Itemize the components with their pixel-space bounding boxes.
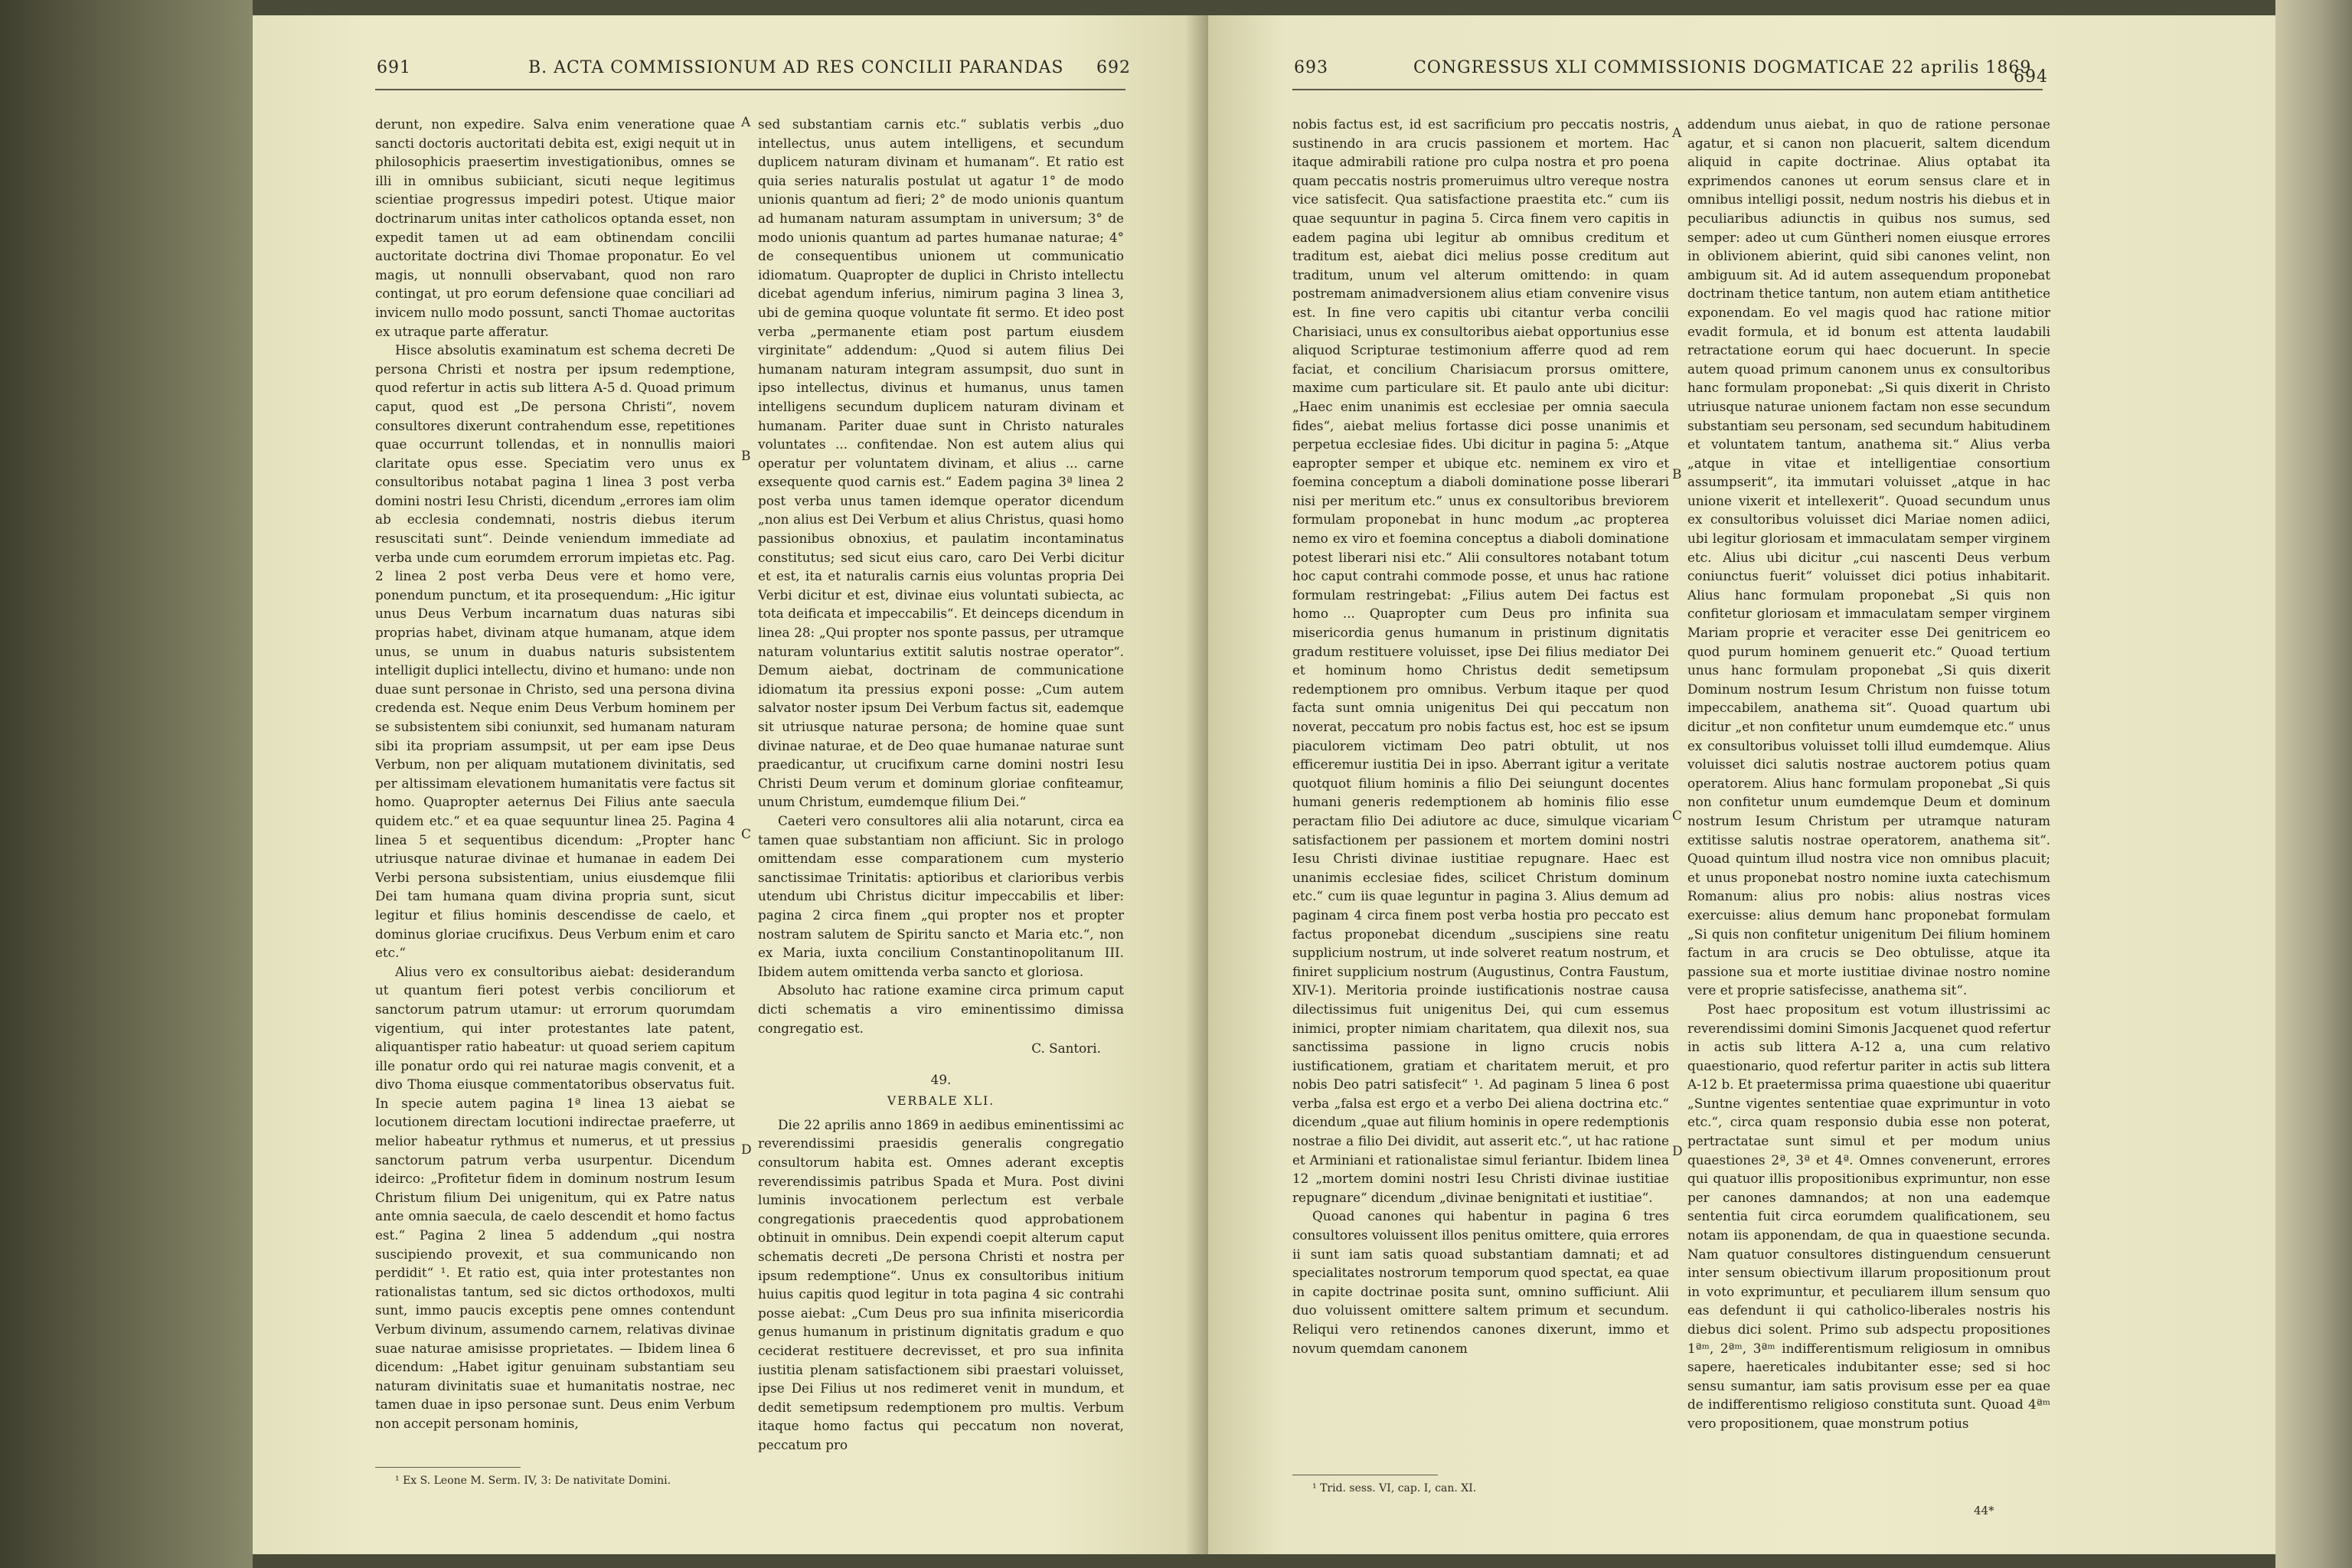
right-column-1 [1292, 115, 1669, 1493]
paragraph: addendum unus aiebat, in quo de ratione personae agatur, et si canon non placuerit, saltem dicendum aliquid in capite doctrinae. Alius optabat ita exprimendos canones ut eorum sensus clare et in omnibus intelligi possit, nedum nostris his diebus et in peculiaribus adiunctis in quibus nos sumus, sed semper: adeo ut cum Güntheri nomen eiusque errores in oblivionem abierint, quid sibi canones velint, non ambiguum sit. Ad id autem assequendum proponebat doctrinam thetice tantum, non autem etiam antithetice exponendam. Eo vel magis quod hac ratione mitior evadit formula, et id bonum est attenta laudabili retractatione eorum qui haec docuerunt. In specie autem quoad primum canonem unus ex consultoribus hanc formulam proponebat: „Si quis dixerit in Christo utriusque naturae unionem factam non esse secundum substantiam seu personam, sed secundum habitudinem et voluntatem tantum, anathema sit.“ Alius verba „atque in vitae et intelligentiae consortium assumpserit“, ita immutari voluisset „atque in hac unione vixerit et intellexerit“. Quoad secundum unus ex consultoribus voluisset dici Mariae nomen adiici, ubi legitur gloriosam et immaculatam semper virginem etc. Alius ubi dicitur „cui nascenti Deus verbum coniunctus fuerit“ voluisset dici potius inhabitarit. Alius hanc formulam proponebat „Si quis non confitetur gloriosam et immaculatam semper virginem Mariam proprie et veraciter esse Dei genitricem eo quod purum hominem genuerit etc.“ Quoad tertium unus hanc formulam proponebat „Si quis dixerit Dominum nostrum Iesum Christum non fuisse totum impeccabilem, anathema sit“. Quoad quartum ubi dicitur „et non confitetur unum eumdemque etc.“ unus ex consultoribus voluisset tolli illud eumdemque. Alius voluisset dici salutis nostrae auctorem potius quam operatorem. Alius hanc formulam proponebat „Si quis non confitetur unum eumdemque Deum et dominum nostrum Iesum Christum per utramque naturam extitisse salutis nostrae operatorem, anathema sit“. Quoad quintum illud nostra vice non omnibus placuit; et unus proponebat nostro nomine iuxta catechismum Romanum: alius pro nobis: alius nostras vices exercuisse: alius demum hanc proponebat formulam „Si quis non confitetur unigenitum Dei filium hominem factum in ara crucis se Deo obtulisse, atque ita passione sua et morte iustitiae divinae nostro nomine vere et proprie satisfecisse, anathema sit“. [1687, 116, 2050, 998]
section-title: VERBALE XLI. [887, 1094, 995, 1109]
paragraph: nobis factus est, id est sacrificium pro peccatis nostris, sustinendo in ara crucis passionem et mortem. Hac itaque admirabili ratione pro culpa nostra et pro poena quam peccatis nostris promeruimus ultro vereque nostra vice satisfecit. Qua satisfactione praestita etc.“ cum iis quae sequuntur in pagina 5. Circa finem vero capitis in eadem pagina ubi legitur ab omnibus creditum et traditum est, aiebat dici melius posse creditum aut traditum, unum vel alterum omittendo: in quam postremam animadversionem alius etiam convenire visus est. In fine vero capitis ubi citantur verba concilii Charisiaci, unus ex consultoribus aiebat opportunius esse aliquod Scripturae testimonium afferre quod ad rem faciat, et concilium Charisiacum prorsus omittere, maxime cum particulare sit. Et paulo ante ubi dicitur: „Haec enim unanimis est ecclesiae per omnia saecula fides“, aiebat melius fortasse dici posse unanimis et perpetua ecclesiae fides. Ubi dicitur in pagina 5: „Atque eapropter semper et ubique etc. neminem ex viro et foemina conceptum a diaboli dominatione posse liberari nisi per meritum etc.“ unus ex consultoribus breviorem formulam proponebat in hunc modum „ac propterea nemo ex viro et foemina conceptus a diaboli dominatione potest liberari nisi etc.“ Alii consultores notabant totum hoc caput contrahi commode posse, et unus hac ratione formulam restringebat: „Filius autem Dei factus est homo ... Quapropter cum Deus pro infinita sua misericordia genus humanum in pristinum dignitatis gradum restituere voluisset, ipse Dei filius mediator Dei et hominum homo Christus dedit semetipsum redemptionem pro omnibus. Verbum itaque per quod facta sunt omnia unigenitus Dei qui peccatum non noverat, peccatum pro nobis factus est, hoc est se ipsum piaculorem victimam Deo patri obtulit, ut nos efficeremur iustitia Dei in ipso. Aberrant igitur a veritate quotquot filium hominis a filio Dei seiungunt docentes humani generis redemptionem ab hominis filio esse peractam filio Dei adiutore ac duce, simulque vicariam satisfactionem per passionem et mortem domini nostri Iesu Christi divinae iustitiae repugnare. Haec est unanimis ecclesiae fides, scilicet Christum dominum etc.“ cum iis quae leguntur in pagina 3. Alius demum ad paginam 4 circa finem post verba hostia pro peccato est factus proponebat dicendum „suscipiens sine reatu supplicium nostrum, ut inde solveret reatum nostrum, et finiret supplicium nostrum (Augustinus, Contra Faustum, XIV-1). Meritoria proinde iustificationis nostrae causa dilectissimus fuit unigenitus Dei, qui cum essemus inimici, propter nimiam charitatem, qua dilexit nos, sua sanctissima passione in ligno crucis nobis iustificationem, gratiam et charitatem meruit, et pro nobis Deo patri satisfecit“ ¹. Ad paginam 5 linea 6 post verba „falsa est ergo et a verbo Dei aliena doctrina etc.“ dicendum „quae aut filium hominis in opere redemptionis nostrae a filio Dei dividit, aut asserit etc.“, ut hac ratione et Arminiani et rationalistae simul feriantur. Ibidem linea 12 „mortem domini nostri Iesu Christi divinae iustitiae repugnare“ dicendum „divinae benignitati et iustitiae“. [1292, 116, 1669, 1205]
running-title-left: B. ACTA COMMISSIONUM AD RES CONCILII PARANDAS [528, 58, 1064, 77]
margin-marker-c: C [741, 827, 752, 842]
paragraph: Post haec propositum est votum illustrissimi ac reverendissimi domini Simonis Jacquenet quod refertur in actis sub littera A-12 a, una cum relativo quaestionario, quod refertur pariter in actis sub littera A-12 b. Et praetermissa prima quaestione ubi quaeritur „Suntne vigentes sententiae quae exprimuntur in voto etc.“, circa quam responsio dubia esse non poterat, pertractatae sunt simul et per modum unius quaestiones 2ª, 3ª et 4ª. Omnes convenerunt, errores qui quatuor illis propositionibus exprimuntur, non esse per canones damnandos; at non una eademque sententia fuit circa eorumdem qualificationem, seu notam iis apponendam, de qua in quaestione secunda. Nam quatuor consultores distinguendum censuerunt inter sensum obiectivum illarum propositionum prout in voto exprimuntur, et peculiarem illum sensum quo eas defendunt ii qui catholico-liberales nostris his diebus dici solent. Primo sub adspectu propositiones 1ªᵐ, 2ªᵐ, 3ªᵐ indifferentismum religiosum in omnibus sapere, haereticales indubitanter esse; sed si hoc sensu sumantur, iam satis provisum esse per ea quae de indifferentismo religioso constituta sunt. Quoad 4ªᵐ vero propositionem, quae monstrum potius [1687, 1001, 2050, 1431]
left-page [253, 15, 1208, 1554]
paragraph: Absoluto hac ratione examine circa primum caput dicti schematis a viro eminentissimo dimissa congregatio est. [758, 982, 1124, 1036]
paragraph: sed substantiam carnis etc.“ sublatis verbis „duo intellectus, unus autem intelligens, et secundum duplicem naturam divinam et humanam“. Et ratio est quia series naturalis postulat ut agatur 1° de modo unionis quantum ad fieri; 2° de modo unionis quantum ad humanam naturam assumptam in universum; 3° de modo unionis quantum ad partes humanae naturae; 4° de consequentibus unionem ut communicatio idiomatum. Quapropter de duplici in Christo intellectu dicebat agendum inferius, nimirum pagina 3 linea 3, ubi de gemina quoque voluntate fit sermo. Et ideo post verba „permanente etiam post partum eiusdem virginitate“ addendum: „Quod si autem filius Dei humanam naturam integram assumpsit, duo sunt in ipso intellectus, divinus et humanus, unus tamen intelligens secundum duplicem naturam divinam et humanam. Pariter duae sunt in Christo naturales voluntates ... confitendae. Non est autem alius qui operatur per voluntatem divinam, et alius ... carne exsequente quod carnis est.“ Eadem pagina 3ª linea 2 post verba unus tamen idemque operator dicendum „non alius est Dei Verbum et alius Christus, quasi homo passionibus obnoxius, et paulatim incontaminatus constitutus; sed sicut eius caro, caro Dei Verbi dicitur et est, ita et naturalis carnis eius voluntas propria Dei Verbi dicitur et est, divinae eius voluntati subiecta, ac tota deificata et impeccabilis“. Et deinceps dicendum in linea 28: „Qui propter nos sponte passus, per utramque naturam voluntarius extitit salutis nostrae operator“. Demum aiebat, doctrinam de communicatione idiomatum ita pressius exponi posse: „Cum autem salvator noster ipsum Dei Verbum factus sit, eademque sit utriusque naturae persona; de homine quae sunt divinae naturae, et de Deo quae humanae naturae sunt praedicantur, ut crucifixum carne domini nostri Iesu Christi Deum verum et dominum gloriae confiteamur, unum Christum, eumdemque filium Dei.“ [758, 116, 1124, 810]
margin-marker-a: A [1672, 126, 1682, 141]
paragraph: Alius vero ex consultoribus aiebat: desiderandum ut quantum fieri potest verbis conciliorum et sanctorum patrum utamur: ut errorum quorumdam vigentium, qui inter protestantes late patent, aliquantisper ratio habeatur: ut quoad seriem capitum ille ponatur ordo qui rei naturae magis convenit, et a divo Thoma eiusque commentatoribus observatus fuit. In specie autem pagina 1ª linea 13 aiebat se locutionem directam locutioni indirectae praeferre, ut melior habeatur rythmus et numerus, et ut pressius sanctorum patrum verba usurpentur. Dicendum ideirco: „Profitetur fidem in dominum nostrum Iesum Christum filium Dei unigenitum, qui ex Patre natus ante omnia saecula, de caelo descendit et homo factus est.“ Pagina 2 linea 5 addendum „qui nostra suscipiendo provexit, et sua communicando non perdidit“ ¹. Et ratio est, quia inter protestantes non rationalistas tantum, sed sic dictos orthodoxos, multi sunt, immo paucis exceptis pene omnes contendunt Verbum divinum, assumendo carnem, relativas divinae suae naturae amisisse proprietates. — Ibidem linea 6 dicendum: „Habet igitur genuinam substantiam seu naturam divinitatis suae et humanitatis nostrae, nec tamen duae in ipso personae sunt. Deus enim Verbum non accepit personam hominis, [375, 963, 735, 1431]
margin-marker-d: D [1672, 1144, 1683, 1159]
page-number-693: 693 [1294, 58, 1328, 77]
paragraph: Die 22 aprilis anno 1869 in aedibus eminentissimi ac reverendissimi praesidis generalis congregatio consultorum habita est. Omnes aderant exceptis reverendissimis patribus Spada et Mura. Post divini luminis invocationem perlectum est verbale congregationis praecedentis quod approbationem obtinuit in omnibus. Dein expendi coepit alterum caput schematis decreti „De persona Christi et nostra per ipsum redemptione“. Unus ex consultoribus initium huius capitis quod legitur in tota pagina 4 sic contrahi posse aiebat: „Cum Deus pro sua infinita misericordia genus humanum in pristinum dignitatis gradum e quo ceciderat restituere decrevisset, et pro sua infinita iustitia plenam satisfactionem sibi praestari voluisset, ipse Dei Filius ut nos redimeret venit in mundum, et dedit semetipsum redemptionem pro multis. Verbum itaque homo factus qui peccatum non noverat, peccatum pro [758, 1116, 1124, 1452]
left-column-1 [375, 115, 735, 1493]
margin-marker-b: B [1672, 467, 1682, 482]
running-title-right: CONGRESSUS XLI COMMISSIONIS DOGMATICAE 22 aprilis 1869 [1413, 58, 2032, 77]
left-column-2 [758, 115, 1124, 1493]
section-number: 49. [930, 1071, 952, 1087]
margin-marker-d: D [741, 1142, 752, 1158]
right-column-2 [1687, 115, 2050, 1493]
footnote-left: ¹ Ex S. Leone M. Serm. IV, 3: De nativitate Domini. [395, 1475, 671, 1487]
sheet-signature: 44* [1974, 1504, 1994, 1517]
left-head-rule [375, 89, 1125, 90]
book-page-stack-left [0, 0, 253, 1568]
right-head-rule [1292, 89, 2043, 90]
margin-marker-c: C [1672, 808, 1683, 824]
paragraph: Quoad canones qui habentur in pagina 6 tres consultores voluissent illos penitus omittere, quia errores ii sunt iam satis quoad substantiam damnati; et ad specialitates nostrorum temporum quod spectat, ea quae in capite doctrinae posita sunt, omnino sufficiunt. Alii duo voluissent omittere saltem primum et secundum. Reliqui vero retinendos canones dixerunt, immo et novum quemdam canonem [1292, 1208, 1669, 1356]
signature-santori: C. Santori. [1031, 1040, 1101, 1057]
paragraph: derunt, non expedire. Salva enim veneratione quae sancti doctoris auctoritati debita est, exigi nequit ut in philosophicis praesertim investigationibus, omnes se illi in omnibus subiiciant, sicuti neque legitimus scientiae progressus impediri potest. Utique maior doctrinarum unitas inter catholicos optanda esset, non expedit tamen ut ad eam obtinendam concilii auctoritate doctrina divi Thomae proponatur. Eo vel magis, ut nonnulli observabant, quod non raro contingat, ut pro eorum defensione quae conciliari ad invicem nullo modo possunt, sancti Thomae auctoritas ex utraque parte afferatur. [375, 116, 735, 339]
footnote-right: ¹ Trid. sess. VI, cap. I, can. XI. [1312, 1482, 1477, 1494]
page-number-691: 691 [377, 58, 411, 77]
book-page-stack-right [2275, 0, 2352, 1568]
margin-marker-a: A [741, 115, 751, 130]
paragraph: Caeteri vero consultores alii alia notarunt, circa ea tamen quae substantiam non afficiunt. Sic in prologo omittendam esse comparationem cum mysterio sanctissimae Trinitatis: aptioribus et clarioribus verbis utendum ubi Christus dicitur impeccabilis et liber: pagina 2 circa finem „qui propter nos et propter nostram salutem de Spiritu sancto et Maria etc.“, non ex Maria, iuxta concilium Constantinopolitanum III. Ibidem autem omittenda verba sancto et gloriosa. [758, 812, 1124, 979]
right-running-head [1208, 58, 2275, 87]
page-number-694: 694 [2014, 67, 2048, 87]
footnote-rule-left [375, 1467, 521, 1468]
page-number-692: 692 [1096, 58, 1131, 77]
right-page [1208, 15, 2275, 1554]
margin-marker-b: B [741, 449, 751, 464]
left-running-head [253, 58, 1208, 84]
paragraph: Hisce absolutis examinatum est schema decreti De persona Christi et nostra per ipsum redemptione, quod refertur in actis sub littera A-5 d. Quoad primum caput, quod est „De persona Christi“, novem consultores dixerunt contrahendum esse, repetitiones quae occurrunt tollendas, et in nonnullis maiori claritate opus esse. Speciatim vero unus ex consultoribus notabat pagina 1 linea 3 post verba domini nostri Iesu Christi, dicendum „errores iam olim ab ecclesia condemnati, nostris diebus iterum resuscitati sunt“. Deinde veniendum immediate ad verba unde cum eorumdem errorum impietas etc. Pag. 2 linea 2 post verba Deus vere et homo vere, ponendum punctum, et ita prosequendum: „Hic igitur unus Deus Verbum incarnatum duas naturas sibi proprias habet, divinam atque humanam, atque idem unus, se unum in duabus naturis subsistentem intelligit duplici intellectu, divino et humano: unde non duae sunt personae in Christo, sed una persona divina credenda est. Neque enim Deus Verbum hominem per se subsistentem sibi coniunxit, sed humanam naturam sibi ita propriam assumpsit, ut per eam ipse Deus Verbum, non per aliquam mutationem divinitatis, sed per altissimam elevationem humanitatis vere factus sit homo. Quapropter aeternus Dei Filius ante saecula quidem etc.“ et ea quae sequuntur linea 25. Pagina 4 linea 5 et sequentibus dicendum: „Propter hanc utriusque naturae divinae et humanae in eadem Dei Verbi persona subsistentiam, unius eiusdemque filii Dei tam humana quam divina propria sunt, sicut legitur et filius hominis descendisse de caelo, et dominus gloriae crucifixus. Deus Verbum enim et caro etc.“ [375, 342, 735, 961]
